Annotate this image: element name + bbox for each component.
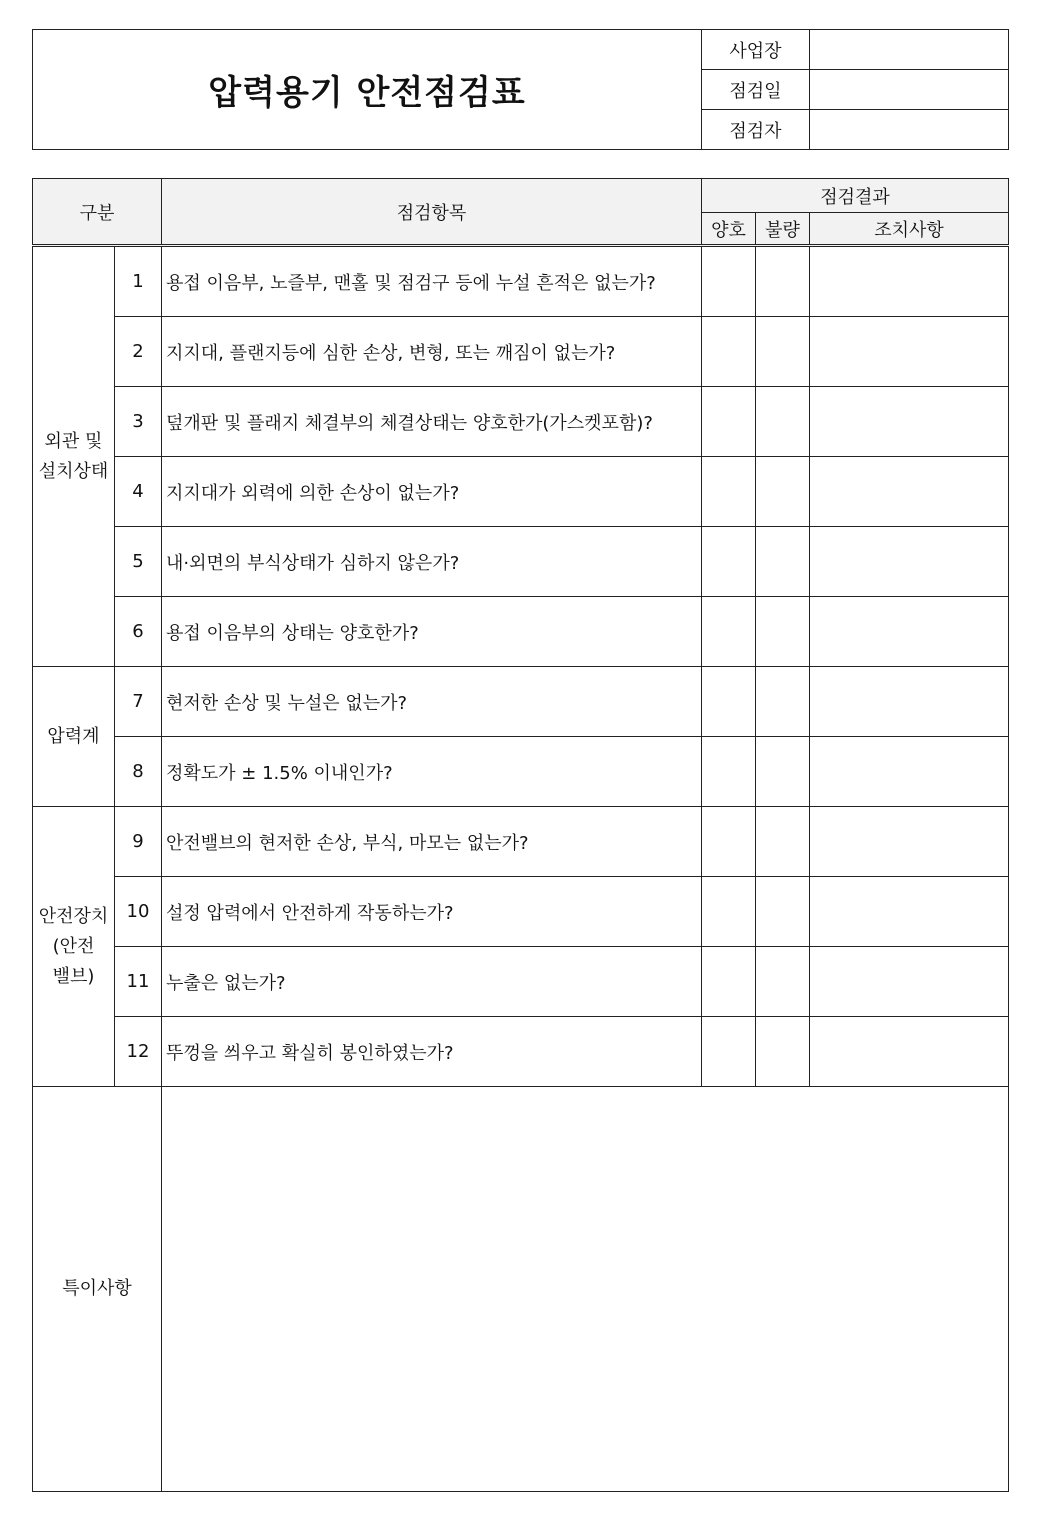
bad-check[interactable] <box>756 527 810 597</box>
action-field[interactable] <box>810 457 1009 527</box>
bad-check[interactable] <box>756 457 810 527</box>
action-field[interactable] <box>810 1017 1009 1087</box>
good-check[interactable] <box>702 317 756 387</box>
good-check[interactable] <box>702 597 756 667</box>
workplace-label: 사업장 <box>702 30 810 70</box>
action-field[interactable] <box>810 246 1009 317</box>
category-line: 설치상태 <box>38 460 109 482</box>
category-line: 안전장치 <box>38 905 109 927</box>
inspection-date-label: 점검일 <box>702 70 810 110</box>
category-line: 외관 및 <box>44 430 103 452</box>
category-cell <box>33 807 115 1087</box>
page-title: 압력용기 안전점검표 <box>33 30 702 150</box>
item-text: 덮개판 및 플래지 체결부의 체결상태는 양호한가(가스켓포함)? <box>162 387 702 457</box>
good-check[interactable] <box>702 527 756 597</box>
remarks-label: 특이사항 <box>33 1087 162 1492</box>
remarks-field[interactable] <box>162 1087 1009 1492</box>
bad-check[interactable] <box>756 1017 810 1087</box>
good-check[interactable] <box>702 1017 756 1087</box>
action-field[interactable] <box>810 877 1009 947</box>
table-row <box>33 737 1009 807</box>
good-check[interactable] <box>702 947 756 1017</box>
action-header: 조치사항 <box>810 213 1009 246</box>
good-check[interactable] <box>702 807 756 877</box>
item-number: 8 <box>115 737 162 807</box>
bad-check[interactable] <box>756 877 810 947</box>
inspector-label: 점검자 <box>702 110 810 150</box>
item-number: 10 <box>115 877 162 947</box>
category-line: 압력계 <box>47 725 100 747</box>
checklist-table <box>32 178 1009 1492</box>
item-number: 5 <box>115 527 162 597</box>
header-table <box>32 29 1009 150</box>
bad-check[interactable] <box>756 737 810 807</box>
item-text: 현저한 손상 및 누설은 없는가? <box>162 667 702 737</box>
inspector-field[interactable] <box>810 110 1009 150</box>
table-row <box>33 947 1009 1017</box>
workplace-field[interactable] <box>810 30 1009 70</box>
table-row <box>33 246 1009 317</box>
good-check[interactable] <box>702 737 756 807</box>
category-line: 밸브) <box>52 965 95 987</box>
item-text: 지지대가 외력에 의한 손상이 없는가? <box>162 457 702 527</box>
item-number: 6 <box>115 597 162 667</box>
bad-check[interactable] <box>756 246 810 317</box>
item-text: 뚜껑을 씌우고 확실히 봉인하였는가? <box>162 1017 702 1087</box>
table-row <box>33 527 1009 597</box>
category-cell <box>33 667 115 807</box>
table-row <box>33 807 1009 877</box>
action-field[interactable] <box>810 597 1009 667</box>
good-header: 양호 <box>702 213 756 246</box>
action-field[interactable] <box>810 667 1009 737</box>
good-check[interactable] <box>702 667 756 737</box>
item-header: 점검항목 <box>162 179 702 246</box>
table-row <box>33 387 1009 457</box>
item-text: 정확도가 ± 1.5% 이내인가? <box>162 737 702 807</box>
bad-check[interactable] <box>756 807 810 877</box>
bad-header: 불량 <box>756 213 810 246</box>
item-text: 설정 압력에서 안전하게 작동하는가? <box>162 877 702 947</box>
good-check[interactable] <box>702 387 756 457</box>
item-number: 3 <box>115 387 162 457</box>
item-number: 4 <box>115 457 162 527</box>
good-check[interactable] <box>702 246 756 317</box>
item-text: 용접 이음부의 상태는 양호한가? <box>162 597 702 667</box>
bad-check[interactable] <box>756 597 810 667</box>
remarks-row <box>33 1087 1009 1492</box>
inspection-date-field[interactable] <box>810 70 1009 110</box>
action-field[interactable] <box>810 527 1009 597</box>
action-field[interactable] <box>810 947 1009 1017</box>
category-header: 구분 <box>33 179 162 246</box>
bad-check[interactable] <box>756 387 810 457</box>
item-number: 2 <box>115 317 162 387</box>
bad-check[interactable] <box>756 667 810 737</box>
item-number: 12 <box>115 1017 162 1087</box>
good-check[interactable] <box>702 877 756 947</box>
good-check[interactable] <box>702 457 756 527</box>
table-row <box>33 877 1009 947</box>
action-field[interactable] <box>810 317 1009 387</box>
action-field[interactable] <box>810 807 1009 877</box>
table-row <box>33 1017 1009 1087</box>
category-line: (안전 <box>52 935 95 957</box>
item-text: 누출은 없는가? <box>162 947 702 1017</box>
table-row <box>33 317 1009 387</box>
item-text: 용접 이음부, 노즐부, 맨홀 및 점검구 등에 누설 흔적은 없는가? <box>162 246 702 317</box>
result-header: 점검결과 <box>702 179 1009 213</box>
item-text: 내·외면의 부식상태가 심하지 않은가? <box>162 527 702 597</box>
item-number: 7 <box>115 667 162 737</box>
category-cell <box>33 246 115 667</box>
action-field[interactable] <box>810 737 1009 807</box>
item-number: 11 <box>115 947 162 1017</box>
item-number: 9 <box>115 807 162 877</box>
table-row <box>33 667 1009 737</box>
bad-check[interactable] <box>756 317 810 387</box>
table-row <box>33 457 1009 527</box>
table-row <box>33 597 1009 667</box>
item-number: 1 <box>115 246 162 317</box>
item-text: 안전밸브의 현저한 손상, 부식, 마모는 없는가? <box>162 807 702 877</box>
action-field[interactable] <box>810 387 1009 457</box>
bad-check[interactable] <box>756 947 810 1017</box>
item-text: 지지대, 플랜지등에 심한 손상, 변형, 또는 깨짐이 없는가? <box>162 317 702 387</box>
